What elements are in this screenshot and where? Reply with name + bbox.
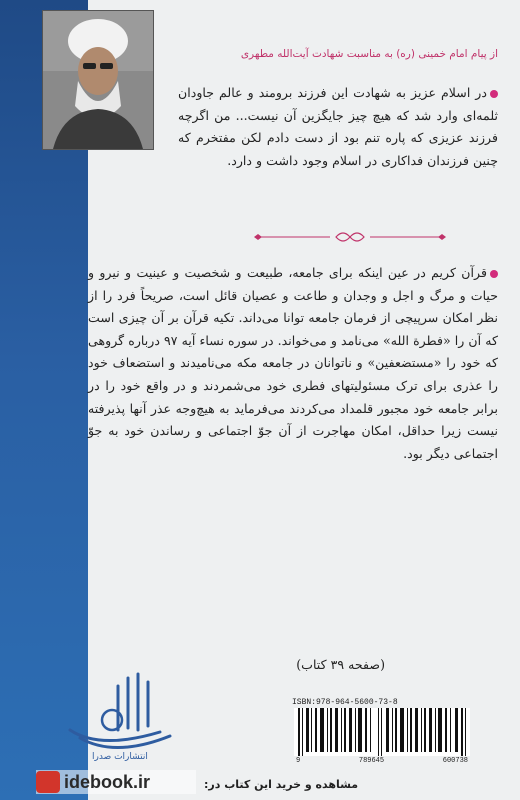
bullet-icon: [490, 90, 498, 98]
excerpt-text: قرآن کریم در عین اینکه برای جامعه، طبیعت و شخصیت و عینیت و نیرو و حیات و مرگ و اجل و وجدان و طاعت و عصیان قائل است، صریحاً فرد را از نظر امکان سرپیچی از فرمان جامعه توانا می‌داند. تکیه قرآن بر آن چیزی است که آن را «فطرة الله» می‌نامد و می‌خواند. در سوره نساء آیه ۹۷ درباره گروهی که خود را «مستضعفین» و ناتوانان در جامعه مکه می‌نامیدند و استضعاف خود را عذری برای ترک مسئولیتهای فطری خود می‌شمردند و در واقع خود را در برابر جامعه خود مجبور قلمداد می‌کردند می‌فرماید به هیچ‌وجه عذر آنها پذیرفته نیست زیرا حداقل، امکان مهاجرت از آن جوّ اجتماعی و رساندن خود به جوّ اجتماعی دیگر بود.: [88, 265, 498, 461]
ornament-divider: [250, 229, 450, 245]
tv-icon: [36, 771, 60, 793]
isbn-label: ISBN:978-964-5600-73-8: [292, 698, 398, 707]
quote-block: [178, 82, 498, 172]
bullet-icon: [490, 270, 498, 278]
barcode-digits-left: 9: [296, 757, 301, 765]
watermark-brand: idebook.ir: [64, 771, 151, 792]
barcode-digits-mid: 789645: [358, 757, 385, 765]
quote-text: در اسلام عزیز به شهادت این فرزند برومند و عالم جاودان ثلمه‌ای وارد شد که هیچ چیز جایگزین آن نیست... من اگرچه فرزند عزیزی که پاره تنم بود از دست دادم لکن مفتخرم که چنین فرزندان فداکاری در اسلام وجود داشت و دارد.: [178, 85, 498, 168]
quote-source-subtitle: از پیام امام خمینی (ره) به مناسبت شهادت آیت‌الله مطهری: [240, 48, 498, 60]
author-portrait: [42, 10, 154, 150]
publisher-logo: [40, 668, 190, 758]
barcode-digits-right: 600738: [442, 757, 468, 765]
publisher-name: انتشارات صدرا: [92, 752, 148, 762]
watermark-cta: مشاهده و خرید این کتاب در:: [204, 778, 359, 791]
barcode-image: [294, 708, 470, 756]
watermark-banner[interactable]: [36, 770, 196, 794]
barcode-digits: [296, 757, 468, 765]
book-excerpt: [88, 262, 498, 465]
page-reference: (صفحه ۳۹ کتاب): [296, 657, 385, 672]
